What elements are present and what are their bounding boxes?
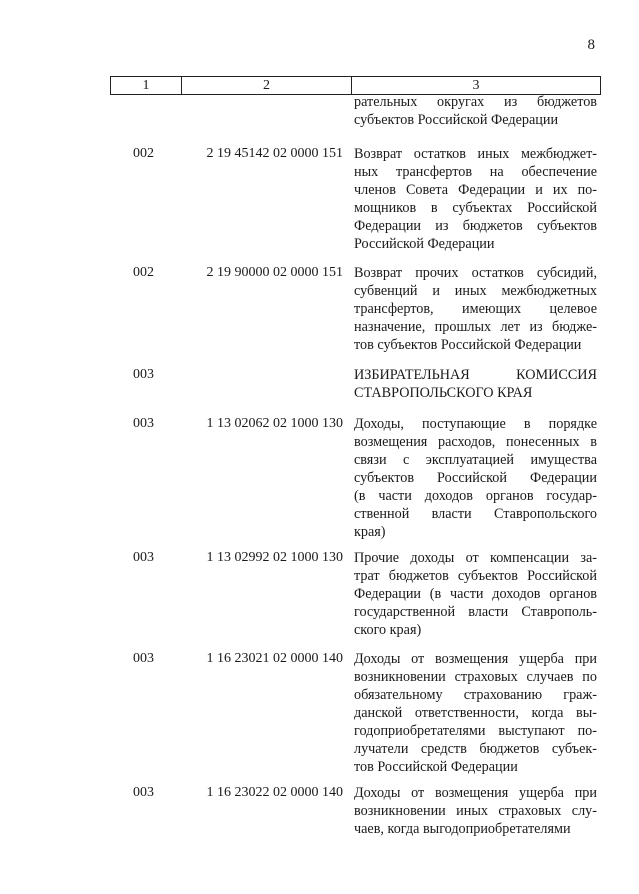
admin-code: 003	[133, 367, 154, 382]
revenue-description	[354, 650, 597, 776]
admin-code: 002	[133, 146, 154, 161]
revenue-description	[354, 415, 597, 541]
description-line: Возврат прочих остатков субсидий,	[354, 265, 597, 281]
revenue-description	[354, 549, 597, 639]
description-line: субъектов Российской Федерации	[354, 112, 559, 128]
revenue-description	[354, 145, 597, 253]
admin-code: 003	[133, 785, 154, 800]
revenue-code: 1 13 02062 02 1000 130	[206, 416, 343, 431]
description-line: Федерации (в части доходов органов	[354, 586, 597, 602]
description-line: данской ответственности, когда вы-	[354, 705, 597, 721]
revenue-description	[354, 366, 597, 402]
revenue-code: 1 13 02992 02 1000 130	[206, 550, 343, 565]
description-line: СТАВРОПОЛЬСКОГО КРАЯ	[354, 385, 533, 401]
description-line: Прочие доходы от компенсации за-	[354, 550, 597, 566]
description-line: возникновении иных страховых слу-	[354, 803, 597, 819]
description-line: возмещения расходов, понесенных в	[354, 434, 597, 450]
revenue-code: 2 19 90000 02 0000 151	[206, 265, 343, 280]
admin-code: 003	[133, 416, 154, 431]
description-line: Доходы от возмещения ущерба при	[354, 651, 597, 667]
revenue-code: 1 16 23021 02 0000 140	[206, 651, 343, 666]
description-line: края)	[354, 524, 386, 540]
description-line: чаев, когда выгодоприобретателями	[354, 821, 571, 837]
header-col-3: 3	[472, 78, 480, 93]
description-line: обязательному страхованию граж-	[354, 687, 597, 703]
description-line: Российской Федерации	[354, 236, 495, 252]
admin-code: 002	[133, 265, 154, 280]
description-line: мощников в субъектах Российской	[354, 200, 597, 216]
description-line: связи с эксплуатацией имущества	[354, 452, 597, 468]
description-line: назначение, прошлых лет из бюдже-	[354, 319, 597, 335]
revenue-code: 1 16 23022 02 0000 140	[206, 785, 343, 800]
description-line: тов субъектов Российской Федерации	[354, 337, 582, 353]
page-number: 8	[587, 37, 595, 53]
description-line: трансфертов, имеющих целевое	[354, 301, 597, 317]
revenue-description	[354, 264, 597, 354]
description-line: возникновении страховых случаев по	[354, 669, 597, 685]
header-col-2: 2	[182, 77, 352, 94]
description-line: Федерации из бюджетов субъектов	[354, 218, 597, 234]
header-col-1: 1	[111, 77, 182, 94]
description-line: трат бюджетов субъектов Российской	[354, 568, 597, 584]
description-line: Доходы от возмещения ущерба при	[354, 785, 597, 801]
description-line: годоприобретателями выступают по-	[354, 723, 597, 739]
admin-code: 003	[133, 651, 154, 666]
admin-code: 003	[133, 550, 154, 565]
revenue-description	[354, 93, 597, 129]
description-line: государственной власти Ставрополь-	[354, 604, 597, 620]
revenue-code: 2 19 45142 02 0000 151	[206, 146, 343, 161]
revenue-description	[354, 784, 597, 838]
description-line: ных трансфертов на обеспечение	[354, 164, 597, 180]
description-line: ственной власти Ставропольского	[354, 506, 597, 522]
description-line: членов Совета Федерации и их по-	[354, 182, 597, 198]
description-line: Возврат остатков иных межбюджет-	[354, 146, 597, 162]
description-line: лучатели средств бюджетов субъек-	[354, 741, 597, 757]
description-line: рательных округах из бюджетов	[354, 94, 597, 110]
description-line: ского края)	[354, 622, 422, 638]
description-line: (в части доходов органов государ-	[354, 488, 597, 504]
description-line: тов Российской Федерации	[354, 759, 518, 775]
description-line: Доходы, поступающие в порядке	[354, 416, 597, 432]
description-line: субъектов Российской Федерации	[354, 470, 597, 486]
description-line: ИЗБИРАТЕЛЬНАЯ КОМИССИЯ	[354, 367, 597, 383]
description-line: субвенций и иных межбюджетных	[354, 283, 597, 299]
